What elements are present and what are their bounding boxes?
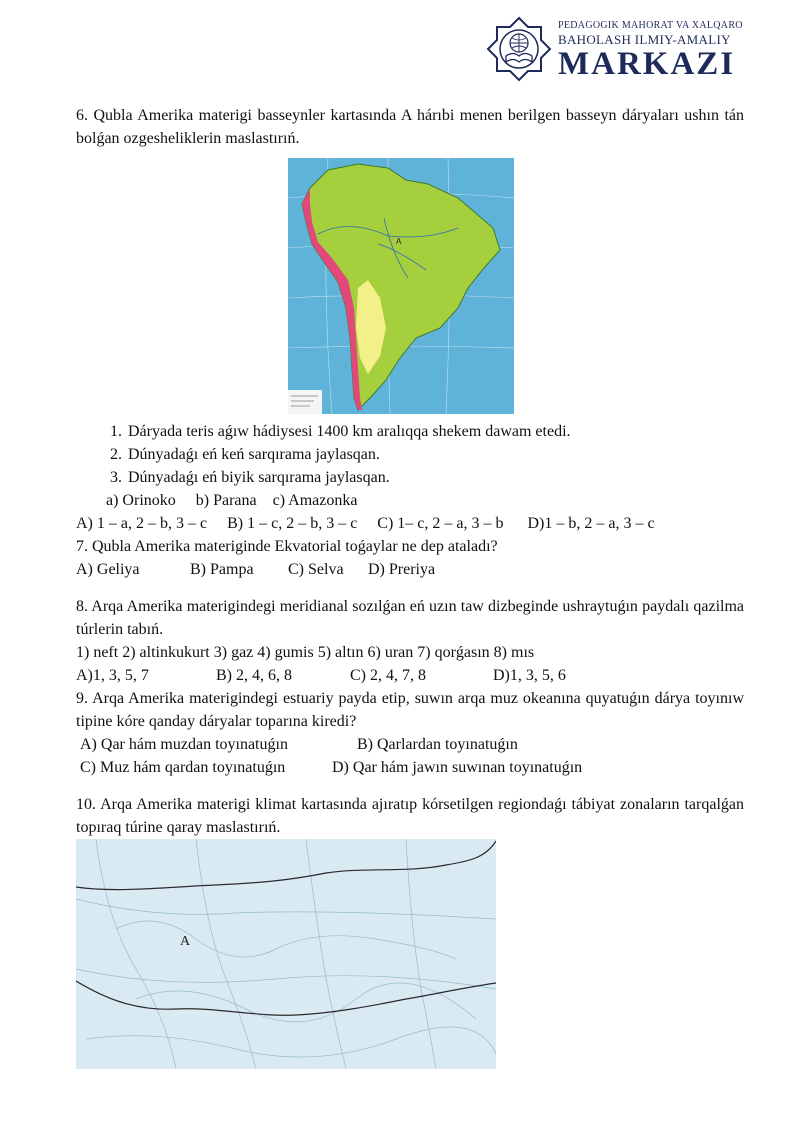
q7-answers [76, 558, 744, 581]
q8-answer-a: A)1, 3, 5, 7 [76, 667, 149, 684]
q8-list: 1) neft 2) altinkukurt 3) gaz 4) gumis 5) altın 6) uran 7) qorǵasın 8) mıs [76, 644, 535, 661]
q7-answer-a: A) Geliya [76, 561, 140, 578]
q6-statement: 2. Dúnyadaǵı eń keń sarqırama jaylasqan. [126, 443, 744, 466]
question-8: 8. Arqa Amerika materigindegi meridianal sozılǵan eń uzın taw dizbeginde ushraytuǵın paydalı qazilma túrlerin tabıń. [76, 598, 744, 638]
logo-line-2: BAHOLASH ILMIY-AMALIY [558, 32, 731, 47]
q9-answers-row1 [76, 733, 744, 756]
question-6: 6. Qubla Amerika materigi basseynler kartasında A hárıbi menen berilgen basseyn dáryaları ushın tán bolǵan ozgesheliklerin maslastırıń. [76, 107, 744, 147]
q6-answer-a: A) 1 – a, 2 – b, 3 – c [76, 515, 208, 532]
map2-label-a: A [180, 934, 191, 949]
south-america-basin-map [288, 158, 514, 414]
question-10: 10. Arqa Amerika materigi klimat kartasında ajıratıp kórsetilgen regiondaǵı tábiyat zonaların tarqalǵan topıraq túrine qaray maslastırıń. [76, 796, 744, 836]
emblem-icon [486, 16, 552, 82]
q8-answer-b: B) 2, 4, 6, 8 [216, 667, 292, 684]
q6-river-c: c) Amazonka [272, 492, 358, 509]
q6-answers [76, 512, 744, 535]
q6-answer-b: B) 1 – c, 2 – b, 3 – c [227, 515, 358, 532]
q9-answer-a: A) Qar hám muzdan toyınatuǵın [80, 736, 288, 753]
question-9: 9. Arqa Amerika materigindegi estuariy payda etip, suwın arqa muz okeanına quyatuǵın dárya toyınıw tipine kóre qanday dáryalar toparına kiredi? [76, 690, 744, 730]
map1-label-a: A [396, 237, 402, 246]
q6-statement: 3. Dúnyadaǵı eń biyik sarqırama jaylasqan. [126, 466, 744, 489]
q6-river-b: b) Parana [195, 492, 257, 509]
q7-answer-b: B) Pampa [190, 561, 254, 578]
q6-answer-c: C) 1– c, 2 – a, 3 – b [377, 515, 504, 532]
q8-answers [76, 664, 744, 687]
north-america-climate-map [76, 839, 496, 1069]
q9-answer-c: C) Muz hám qardan toyınatuǵın [80, 759, 286, 776]
q9-answers-row2 [76, 756, 744, 779]
q9-answer-d: D) Qar hám jawın suwınan toyınatuǵın [332, 759, 583, 776]
q6-river-a: a) Orinoko [106, 492, 176, 509]
q8-answer-d: D)1, 3, 5, 6 [493, 667, 566, 684]
logo-line-1: PEDAGOGIK MAHORAT VA XALQARO [558, 20, 743, 31]
q7-answer-c: C) Selva [288, 561, 344, 578]
q7-answer-d: D) Preriya [368, 561, 436, 578]
q8-answer-c: C) 2, 4, 7, 8 [350, 667, 426, 684]
q6-statements [76, 420, 744, 489]
q9-answer-b: B) Qarlardan toyınatuǵın [357, 736, 518, 753]
question-7: 7. Qubla Amerika materiginde Ekvatorial toǵaylar ne dep ataladı? [76, 538, 498, 555]
q6-statement: 1. Dáryada teris aǵıw hádiysesi 1400 km aralıqqa shekem dawam etedi. [126, 420, 744, 443]
q6-answer-d: D)1 – b, 2 – a, 3 – c [527, 515, 655, 532]
logo-line-3: MARKAZI [558, 46, 736, 82]
header-logo [486, 16, 746, 88]
q6-rivers [76, 489, 744, 512]
document-body [76, 104, 744, 1069]
